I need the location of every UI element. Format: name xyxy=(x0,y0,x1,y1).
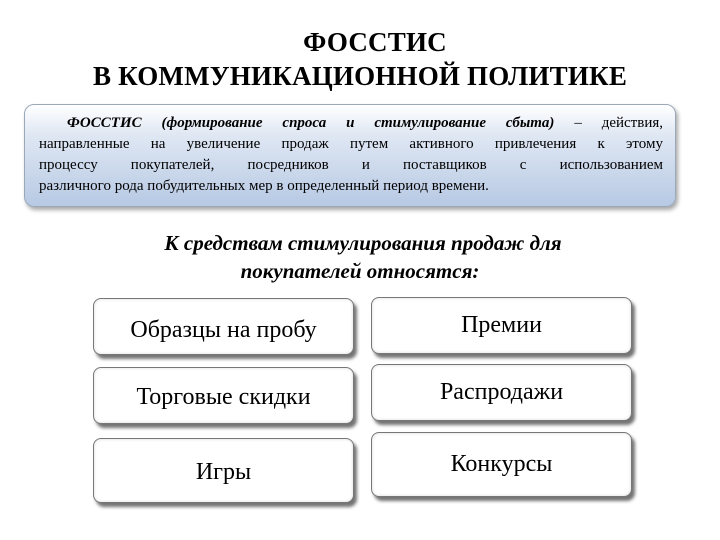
subtitle-line-2: покупателей относятся: xyxy=(240,259,480,283)
item-contests xyxy=(371,432,632,497)
item-label: Распродажи xyxy=(439,379,564,405)
definition-line-2: направленные на увеличение продаж путем активного привлечения к этому xyxy=(39,136,663,152)
definition-line-1 xyxy=(39,113,663,134)
subtitle-line-1: К средствам стимулирования продаж для xyxy=(164,231,562,255)
definition-line-4: различного рода побудительных мер в определенный период времени. xyxy=(39,178,489,194)
definition-line-1-rest: – действия, xyxy=(554,115,664,131)
item-trade-discounts xyxy=(93,367,354,424)
page-title-line-1: ФОССТИС xyxy=(303,27,447,57)
item-games xyxy=(93,438,354,503)
item-label: Премии xyxy=(461,312,542,338)
page-title-line-2: В КОММУНИКАЦИОННОЙ ПОЛИТИКЕ xyxy=(92,61,628,91)
item-samples xyxy=(93,298,354,355)
item-premiums xyxy=(371,297,632,354)
definition-line-3: процессу покупателей, посредников и поставщиков с использованием xyxy=(39,157,663,173)
definition-term: ФОССТИС (формирование спроса и стимулирование сбыта) xyxy=(67,115,555,131)
item-label: Образцы на пробу xyxy=(130,317,317,343)
item-label: Торговые скидки xyxy=(136,384,311,410)
definition-box xyxy=(24,104,676,207)
item-label: Конкурсы xyxy=(450,451,553,477)
item-label: Игры xyxy=(195,459,252,485)
item-sales xyxy=(371,364,632,421)
